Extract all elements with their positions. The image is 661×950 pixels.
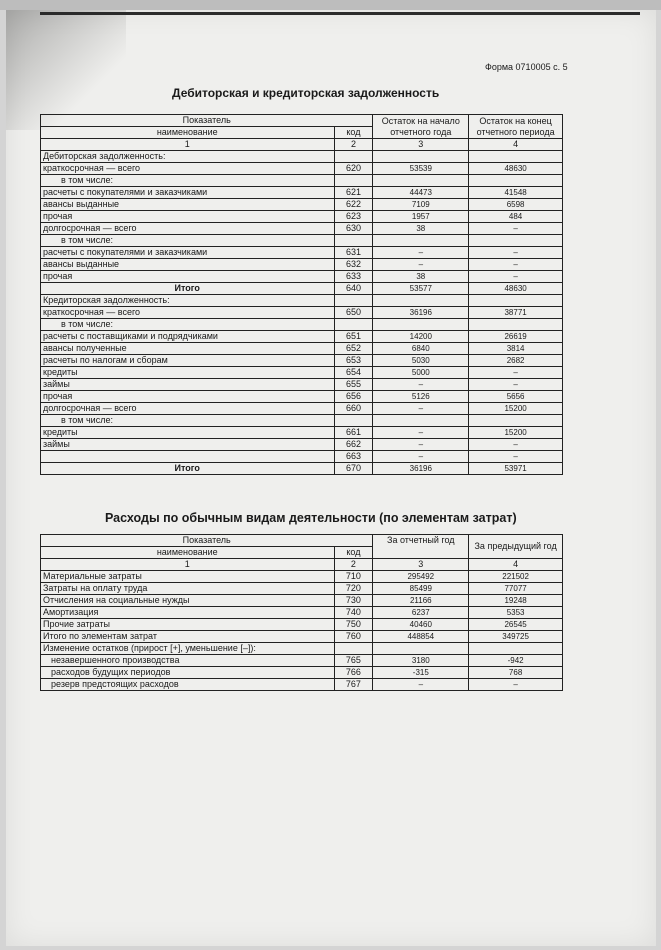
row-code: 760	[334, 631, 373, 643]
table-row	[41, 247, 563, 259]
row-code	[334, 643, 373, 655]
table-row	[41, 463, 563, 475]
row-code: 670	[334, 463, 373, 475]
header2-current: За отчетный год	[373, 535, 469, 559]
table-row	[41, 355, 563, 367]
row-start-value	[373, 295, 469, 307]
row-label: займы	[41, 379, 335, 391]
table-row	[41, 331, 563, 343]
table-row	[41, 391, 563, 403]
row-code: 630	[334, 223, 373, 235]
header2-num-4: 4	[469, 559, 563, 571]
row-end-value: 5656	[469, 391, 563, 403]
row-end-value: –	[469, 223, 563, 235]
row-label: Итого по элементам затрат	[41, 631, 335, 643]
row-label: Итого	[41, 463, 335, 475]
section2-title: Расходы по обычным видам деятельности (по элементам затрат)	[105, 511, 517, 525]
header-end: Остаток на конец отчетного периода	[469, 115, 563, 139]
row-code: 632	[334, 259, 373, 271]
row-label: прочая	[41, 271, 335, 283]
row-start-value: –	[373, 379, 469, 391]
row-end-value	[469, 151, 563, 163]
row-label: долгосрочная — всего	[41, 223, 335, 235]
row-label: в том числе:	[41, 175, 335, 187]
row-current-value: 40460	[373, 619, 469, 631]
table-row	[41, 631, 563, 643]
table-row	[41, 235, 563, 247]
row-start-value	[373, 175, 469, 187]
row-label: краткосрочная — всего	[41, 163, 335, 175]
table-row	[41, 151, 563, 163]
row-previous-value: –	[469, 679, 563, 691]
row-start-value: 38	[373, 271, 469, 283]
row-label: прочая	[41, 391, 335, 403]
row-label: кредиты	[41, 367, 335, 379]
row-previous-value: 26545	[469, 619, 563, 631]
row-label: краткосрочная — всего	[41, 307, 335, 319]
row-end-value: 2682	[469, 355, 563, 367]
row-current-value: 6237	[373, 607, 469, 619]
row-start-value: 1957	[373, 211, 469, 223]
row-end-value: 3814	[469, 343, 563, 355]
row-end-value: –	[469, 247, 563, 259]
row-end-value	[469, 295, 563, 307]
row-start-value: 36196	[373, 463, 469, 475]
table-row	[41, 451, 563, 463]
row-end-value: 38771	[469, 307, 563, 319]
row-label: незавершенного производства	[41, 655, 335, 667]
row-end-value: 48630	[469, 163, 563, 175]
row-previous-value: 221502	[469, 571, 563, 583]
row-start-value: –	[373, 247, 469, 259]
row-label: в том числе:	[41, 235, 335, 247]
header2-previous: За предыдущий год	[469, 535, 563, 559]
row-code: 655	[334, 379, 373, 391]
table-row	[41, 379, 563, 391]
row-end-value: –	[469, 259, 563, 271]
table-row	[41, 319, 563, 331]
row-code: 623	[334, 211, 373, 223]
row-code: 730	[334, 595, 373, 607]
table-row	[41, 259, 563, 271]
row-label: займы	[41, 439, 335, 451]
table-row	[41, 607, 563, 619]
row-label: авансы выданные	[41, 199, 335, 211]
row-label: кредиты	[41, 427, 335, 439]
row-code: 750	[334, 619, 373, 631]
row-previous-value: 768	[469, 667, 563, 679]
row-label: авансы полученные	[41, 343, 335, 355]
table-row	[41, 619, 563, 631]
row-current-value: 295492	[373, 571, 469, 583]
row-label: расчеты с покупателями и заказчиками	[41, 187, 335, 199]
table-row	[41, 643, 563, 655]
row-end-value	[469, 415, 563, 427]
row-code: 765	[334, 655, 373, 667]
row-code: 622	[334, 199, 373, 211]
row-start-value: –	[373, 439, 469, 451]
row-end-value: 15200	[469, 427, 563, 439]
row-label: резерв предстоящих расходов	[41, 679, 335, 691]
form-number: Форма 0710005 с. 5	[485, 62, 568, 72]
row-label: Прочие затраты	[41, 619, 335, 631]
row-label: Материальные затраты	[41, 571, 335, 583]
row-end-value: 53971	[469, 463, 563, 475]
row-start-value	[373, 415, 469, 427]
row-label: Изменение остатков (прирост [+], уменьшение [–]):	[41, 643, 335, 655]
row-end-value: 48630	[469, 283, 563, 295]
header-indicator: Показатель	[41, 115, 373, 127]
row-label: долгосрочная — всего	[41, 403, 335, 415]
table-row	[41, 199, 563, 211]
row-code: 631	[334, 247, 373, 259]
row-code: 656	[334, 391, 373, 403]
row-start-value: 44473	[373, 187, 469, 199]
row-previous-value	[469, 643, 563, 655]
header2-num-2: 2	[334, 559, 373, 571]
row-start-value: 36196	[373, 307, 469, 319]
row-code	[334, 151, 373, 163]
header-num-2: 2	[334, 139, 373, 151]
table-row	[41, 223, 563, 235]
table-row	[41, 211, 563, 223]
row-code	[334, 235, 373, 247]
row-end-value: –	[469, 379, 563, 391]
row-code: 662	[334, 439, 373, 451]
row-current-value: -315	[373, 667, 469, 679]
section1-title: Дебиторская и кредиторская задолженность	[172, 86, 440, 100]
row-code	[334, 415, 373, 427]
table-row	[41, 283, 563, 295]
row-end-value: –	[469, 367, 563, 379]
row-end-value: –	[469, 271, 563, 283]
row-code: 652	[334, 343, 373, 355]
row-start-value: 38	[373, 223, 469, 235]
header2-num-3: 3	[373, 559, 469, 571]
row-previous-value: 5353	[469, 607, 563, 619]
row-code: 651	[334, 331, 373, 343]
row-end-value: 26619	[469, 331, 563, 343]
expenses-table	[40, 534, 563, 691]
header2-num-1: 1	[41, 559, 335, 571]
page-top-line	[40, 12, 640, 15]
row-start-value: 53577	[373, 283, 469, 295]
row-label: авансы выданные	[41, 259, 335, 271]
row-previous-value: 77077	[469, 583, 563, 595]
row-end-value: 484	[469, 211, 563, 223]
row-label: Кредиторская задолженность:	[41, 295, 335, 307]
table-row	[41, 271, 563, 283]
row-current-value: 85499	[373, 583, 469, 595]
row-code: 620	[334, 163, 373, 175]
row-code: 663	[334, 451, 373, 463]
row-start-value: 5126	[373, 391, 469, 403]
row-label: Отчисления на социальные нужды	[41, 595, 335, 607]
row-current-value: 3180	[373, 655, 469, 667]
row-label: Затраты на оплату труда	[41, 583, 335, 595]
row-label: расчеты по налогам и сборам	[41, 355, 335, 367]
header2-name: наименование	[41, 547, 335, 559]
row-start-value: 5000	[373, 367, 469, 379]
table-row	[41, 343, 563, 355]
table-row	[41, 571, 563, 583]
row-start-value: 53539	[373, 163, 469, 175]
header-name: наименование	[41, 127, 335, 139]
row-code: 767	[334, 679, 373, 691]
header-num-4: 4	[469, 139, 563, 151]
row-code: 766	[334, 667, 373, 679]
row-label: в том числе:	[41, 415, 335, 427]
table-row	[41, 655, 563, 667]
row-code: 621	[334, 187, 373, 199]
row-label: расходов будущих периодов	[41, 667, 335, 679]
row-label: Амортизация	[41, 607, 335, 619]
row-previous-value: 19248	[469, 595, 563, 607]
header-num-1: 1	[41, 139, 335, 151]
row-start-value	[373, 319, 469, 331]
row-code	[334, 295, 373, 307]
receivables-payables-table	[40, 114, 563, 475]
header-num-3: 3	[373, 139, 469, 151]
row-start-value: 14200	[373, 331, 469, 343]
header-start: Остаток на начало отчетного года	[373, 115, 469, 139]
row-code: 654	[334, 367, 373, 379]
row-start-value: –	[373, 403, 469, 415]
row-start-value	[373, 151, 469, 163]
row-previous-value: 349725	[469, 631, 563, 643]
table-row	[41, 667, 563, 679]
row-start-value: –	[373, 451, 469, 463]
row-code: 640	[334, 283, 373, 295]
table-row	[41, 679, 563, 691]
table-row	[41, 403, 563, 415]
row-code: 720	[334, 583, 373, 595]
row-label: в том числе:	[41, 319, 335, 331]
row-label: Дебиторская задолженность:	[41, 151, 335, 163]
table-row	[41, 163, 563, 175]
row-start-value	[373, 235, 469, 247]
table-row	[41, 187, 563, 199]
row-end-value: –	[469, 439, 563, 451]
row-start-value: –	[373, 259, 469, 271]
header2-code: код	[334, 547, 373, 559]
row-current-value	[373, 643, 469, 655]
scan-top-border	[0, 0, 661, 10]
row-code: 710	[334, 571, 373, 583]
table-row	[41, 307, 563, 319]
row-label: расчеты с поставщиками и подрядчиками	[41, 331, 335, 343]
row-start-value: 5030	[373, 355, 469, 367]
header2-indicator: Показатель	[41, 535, 373, 547]
row-end-value	[469, 235, 563, 247]
row-label: расчеты с покупателями и заказчиками	[41, 247, 335, 259]
row-end-value: 41548	[469, 187, 563, 199]
row-current-value: 448854	[373, 631, 469, 643]
row-label	[41, 451, 335, 463]
row-start-value: –	[373, 427, 469, 439]
row-code	[334, 175, 373, 187]
table-row	[41, 439, 563, 451]
row-code: 633	[334, 271, 373, 283]
table-row	[41, 295, 563, 307]
row-label: Итого	[41, 283, 335, 295]
row-end-value: –	[469, 451, 563, 463]
table-row	[41, 583, 563, 595]
row-code: 661	[334, 427, 373, 439]
row-label: прочая	[41, 211, 335, 223]
scan-corner-shadow	[6, 10, 126, 130]
row-start-value: 7109	[373, 199, 469, 211]
row-current-value: –	[373, 679, 469, 691]
row-code: 650	[334, 307, 373, 319]
row-end-value	[469, 319, 563, 331]
table-row	[41, 595, 563, 607]
row-end-value: 6598	[469, 199, 563, 211]
row-previous-value: -942	[469, 655, 563, 667]
row-end-value: 15200	[469, 403, 563, 415]
row-code: 653	[334, 355, 373, 367]
row-start-value: 6840	[373, 343, 469, 355]
table-row	[41, 415, 563, 427]
row-code: 660	[334, 403, 373, 415]
header-code: код	[334, 127, 373, 139]
table-row	[41, 427, 563, 439]
row-code	[334, 319, 373, 331]
row-end-value	[469, 175, 563, 187]
table-row	[41, 367, 563, 379]
table-row	[41, 175, 563, 187]
row-current-value: 21166	[373, 595, 469, 607]
row-code: 740	[334, 607, 373, 619]
